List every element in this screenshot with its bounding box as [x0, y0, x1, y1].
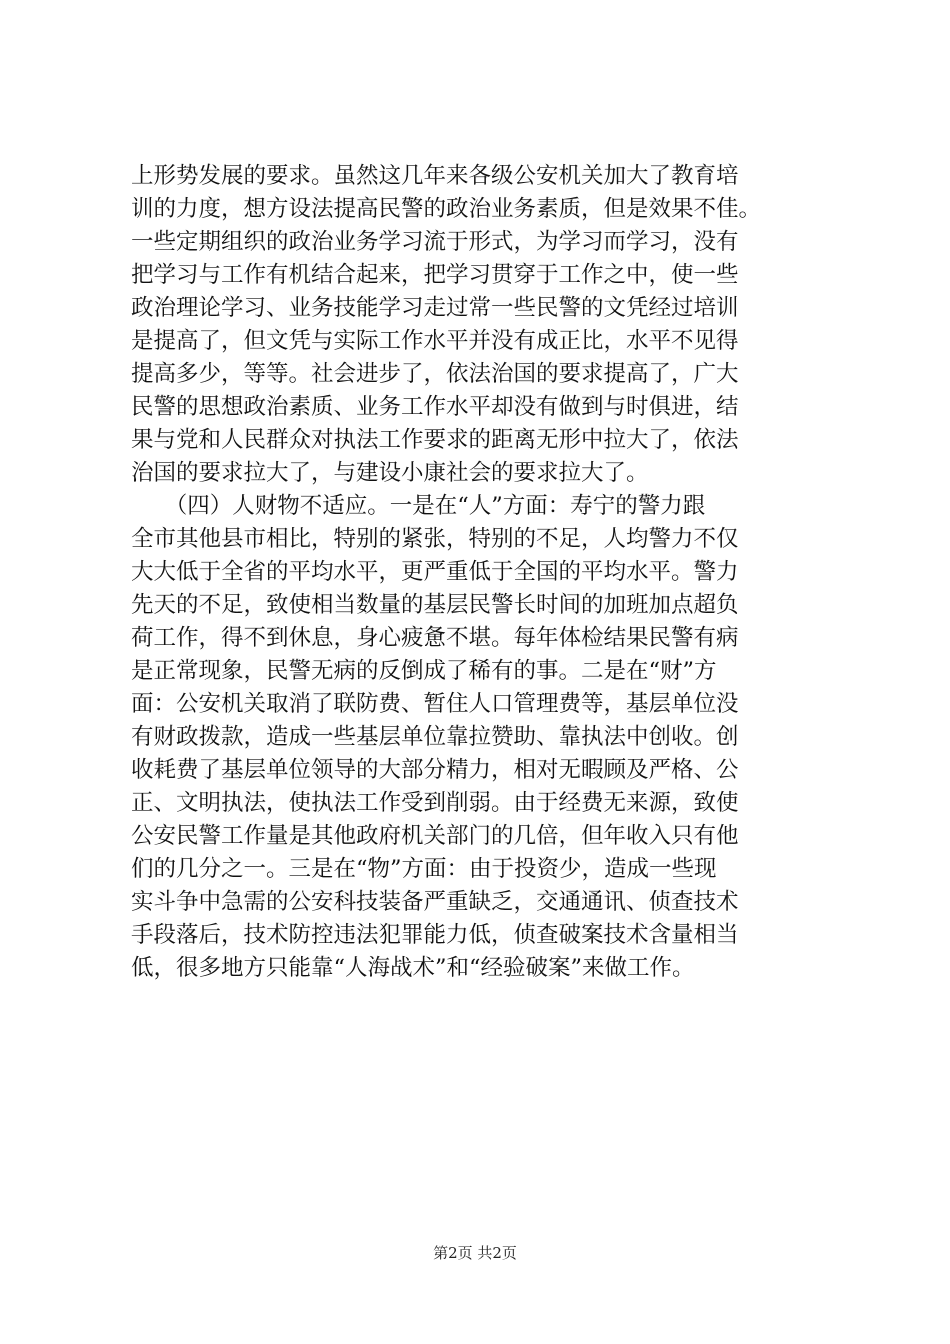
text-line: 果与党和人民群众对执法工作要求的距离无形中拉大了，依法 — [131, 427, 739, 453]
text-line: 提高多少，等等。社会进步了，依法治国的要求提高了，广大 — [131, 361, 739, 387]
text-line: 先天的不足，致使相当数量的基层民警长时间的加班加点超负 — [131, 592, 739, 618]
text-line: 们的几分之一。三是在“物”方面：由于投资少，造成一些现 — [131, 856, 717, 882]
page-number: 第2页 共2页 — [433, 1244, 517, 1262]
page-footer — [0, 1242, 950, 1263]
text-line: 政治理论学习、业务技能学习走过常一些民警的文凭经过培训 — [131, 295, 739, 321]
text-line: 民警的思想政治素质、业务工作水平却没有做到与时俱进，结 — [131, 394, 739, 420]
text-line: 有财政拨款，造成一些基层单位靠拉赞助、靠执法中创收。创 — [131, 724, 739, 750]
text-line: 低，很多地方只能靠“人海战术”和“经验破案”来做工作。 — [131, 955, 695, 981]
text-line: 收耗费了基层单位领导的大部分精力，相对无暇顾及严格、公 — [131, 757, 739, 783]
text-line: 训的力度，想方设法提高民警的政治业务素质，但是效果不佳。 — [131, 196, 762, 222]
text-line: 是正常现象，民警无病的反倒成了稀有的事。二是在“财”方 — [131, 658, 717, 684]
text-line: 是提高了，但文凭与实际工作水平并没有成正比，水平不见得 — [131, 328, 739, 354]
text-line: 治国的要求拉大了，与建设小康社会的要求拉大了。 — [131, 460, 649, 486]
text-line: 面：公安机关取消了联防费、暂住人口管理费等，基层单位没 — [131, 691, 739, 717]
text-line: 荷工作，得不到休息，身心疲惫不堪。每年体检结果民警有病 — [131, 625, 739, 651]
section-heading-line: （四）人财物不适应。一是在“人”方面：寿宁的警力跟 — [131, 493, 706, 519]
text-line: 公安民警工作量是其他政府机关部门的几倍，但年收入只有他 — [131, 823, 739, 849]
text-line: 手段落后，技术防控违法犯罪能力低，侦查破案技术含量相当 — [131, 922, 739, 948]
text-line: 把学习与工作有机结合起来，把学习贯穿于工作之中，使一些 — [131, 262, 739, 288]
text-line: 一些定期组织的政治业务学习流于形式，为学习而学习，没有 — [131, 229, 739, 255]
body-text — [131, 160, 831, 985]
text-line: 上形势发展的要求。虽然这几年来各级公安机关加大了教育培 — [131, 163, 739, 189]
text-line: 全市其他县市相比，特别的紧张，特别的不足，人均警力不仅 — [131, 526, 739, 552]
text-line: 实斗争中急需的公安科技装备严重缺乏，交通通讯、侦查技术 — [131, 889, 739, 915]
text-line: 正、文明执法，使执法工作受到削弱。由于经费无来源，致使 — [131, 790, 739, 816]
text-line: 大大低于全省的平均水平，更严重低于全国的平均水平。警力 — [131, 559, 739, 585]
